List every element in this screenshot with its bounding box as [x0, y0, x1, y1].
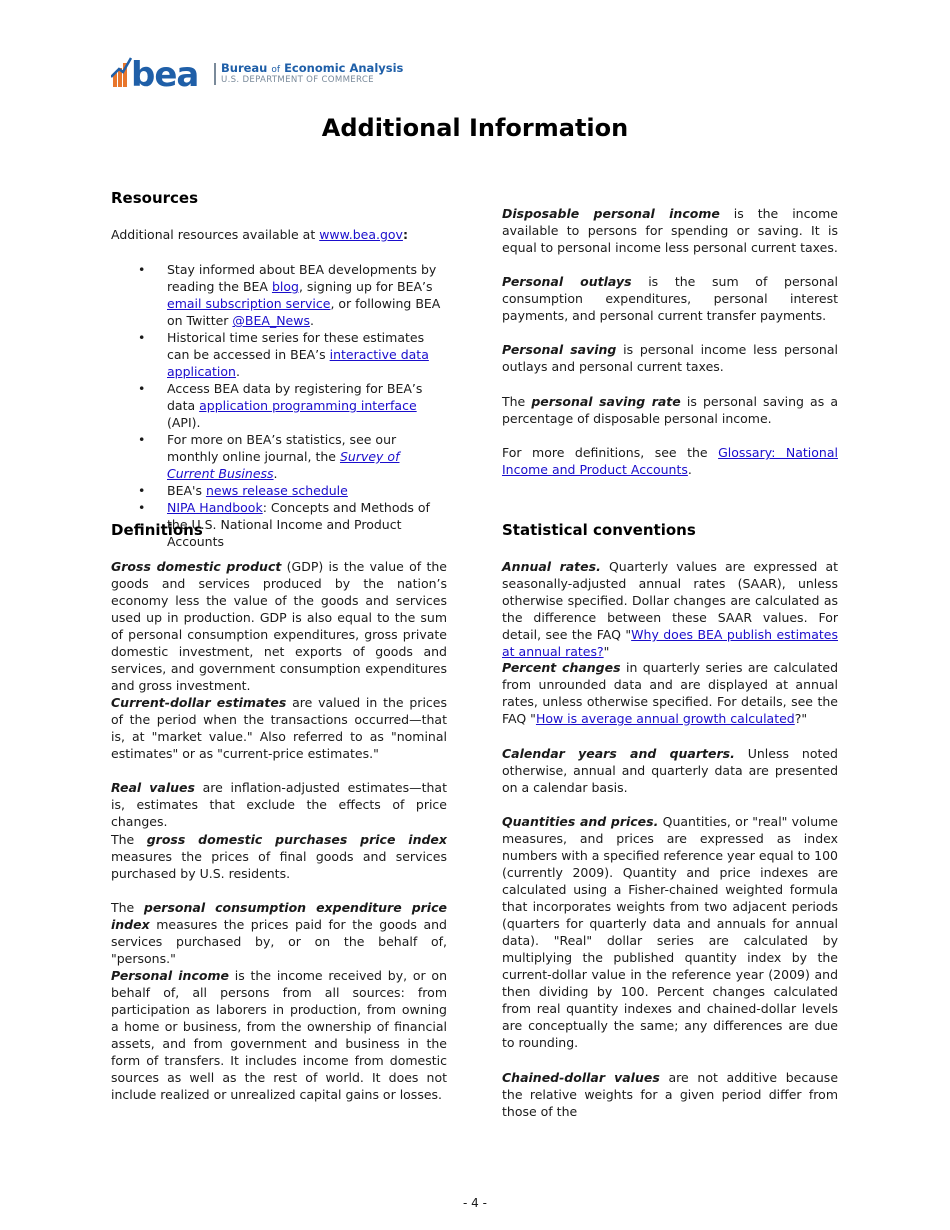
def-pce-price-index: The personal consumption expenditure price index measures the prices paid for the goods and services purchased by, or on the behalf of, "persons.": [111, 900, 447, 966]
list-item: • Access BEA data by registering for BEA’s data application programming interface (API).: [111, 380, 447, 431]
svg-text:bea: bea: [131, 55, 199, 89]
survey-link[interactable]: Survey of Current Business: [167, 449, 400, 481]
def-personal-outlays: Personal outlays is the sum of personal consumption expenditures, personal interest payments, and personal current transfer payments.: [502, 274, 838, 323]
faq-annual-rates-link[interactable]: Why does BEA publish estimates at annual rates?: [502, 627, 839, 659]
conventions-heading: Statistical conventions: [502, 521, 696, 539]
release-schedule-link[interactable]: news release schedule: [205, 483, 348, 498]
resources-list: [111, 261, 447, 550]
api-link[interactable]: application programming interface: [199, 398, 417, 413]
interactive-data-link[interactable]: interactive data application: [167, 347, 429, 379]
list-item: • Historical time series for these estimates can be accessed in BEA’s interactive data application.: [111, 329, 447, 380]
def-disposable-income: Disposable personal income is the income available to persons for spending or saving. It is equal to personal income less personal current taxes.: [502, 206, 838, 255]
list-item: • NIPA Handbook: Concepts and Methods of the U.S. National Income and Product Accounts: [111, 499, 447, 550]
conv-annual-rates: Annual rates. Quarterly values are expressed at seasonally-adjusted annual rates (SAAR), unless otherwise specified. Dollar changes are calculated as the difference between these SAAR values. For detail, see the FAQ "Why does BEA publish estimates at annual rates?": [502, 559, 839, 659]
email-subscription-link[interactable]: email subscription service: [167, 296, 331, 311]
list-item: • BEA's news release schedule: [111, 482, 447, 499]
definitions-heading: Definitions: [111, 521, 203, 539]
blog-link[interactable]: blog: [271, 279, 299, 294]
def-gdp: Gross domestic product (GDP) is the value of the goods and services produced by the nation’s economy less the value of the goods and services used up in production. GDP is also equal to the sum of personal consumption expenditures, gross private domestic investment, net exports of goods and services, and government consumption expenditures and gross investment.: [111, 559, 447, 693]
def-saving-rate: The personal saving rate is personal saving as a percentage of disposable personal income.: [502, 394, 838, 426]
page-number: - 4 -: [463, 1196, 487, 1210]
def-personal-saving: Personal saving is personal income less personal outlays and personal current taxes.: [502, 342, 838, 374]
glossary-link[interactable]: Glossary: National Income and Product Accounts: [502, 445, 838, 477]
page-title: Additional Information: [321, 114, 629, 142]
list-item: • For more on BEA’s statistics, see our monthly online journal, the Survey of Current Business.: [111, 431, 447, 482]
resources-heading: Resources: [111, 189, 199, 207]
conv-percent-changes: Percent changes in quarterly series are calculated from unrounded data and are displayed at annual rates, unless otherwise specified. For details, see the FAQ "How is average annual growth calculated?": [502, 660, 838, 726]
logo-department: U.S. DEPARTMENT OF COMMERCE: [221, 75, 374, 85]
conv-quantities-prices: Quantities and prices. Quantities, or "real" volume measures, and prices are expressed as index numbers with a specified reference year equal to 100 (currently 2009). Quantity and price indexes are calculated using a Fisher-chained weighted formula that incorporates weights from two adjacent periods (quarters for quarterly data and annuals for annual data). "Real" dollar series are calculated by multiplying the published quantity index by the current-dollar value in the reference year (2009) and then dividing by 100. Percent changes calculated from real quantity indexes and chained-dollar levels are conceptually the same; any differences are due to rounding.: [502, 814, 838, 1050]
def-more-glossary: For more definitions, see the Glossary: National Income and Product Accounts.: [502, 445, 838, 477]
bea-gov-link[interactable]: www.bea.gov: [319, 227, 403, 242]
def-gdp-price-index: The gross domestic purchases price index measures the prices of final goods and services purchased by U.S. residents.: [111, 832, 447, 881]
twitter-link[interactable]: @BEA_News: [232, 313, 310, 328]
logo-agency-name: Bureau of Economic Analysis: [221, 61, 404, 75]
resources-intro: Additional resources available at www.bea.gov:: [111, 227, 408, 242]
faq-growth-link[interactable]: How is average annual growth calculated: [535, 711, 795, 726]
list-item: • Stay informed about BEA developments by reading the BEA blog, signing up for BEA’s email subscription service, or following BEA on Twitter @BEA_News.: [111, 261, 447, 329]
bea-logo-mark: [111, 55, 207, 89]
conv-chained-dollar: Chained-dollar values are not additive because the relative weights for a given period differ from those of the: [502, 1070, 839, 1119]
bea-logo[interactable]: [111, 55, 411, 89]
logo-divider: [214, 63, 216, 85]
conv-calendar: Calendar years and quarters. Unless noted otherwise, annual and quarterly data are presented on a calendar basis.: [502, 746, 838, 795]
def-real-values: Real values are inflation-adjusted estimates—that is, estimates that exclude the effects of price changes.: [111, 780, 447, 829]
nipa-handbook-link[interactable]: NIPA Handbook: [167, 500, 263, 515]
def-current-dollar: Current-dollar estimates are valued in the prices of the period when the transactions occurred—that is, at "market value." Also referred to as "nominal estimates" or as "current-price estimates.": [111, 695, 447, 761]
def-personal-income: Personal income is the income received by, or on behalf of, all persons from all sources: from participation as laborers in production, from owning a home or business, from the ownership of financial assets, and from government and business in the form of transfers. It includes income from domestic sources as well as the rest of world. It does not include realized or unrealized capital gains or losses.: [111, 968, 447, 1102]
